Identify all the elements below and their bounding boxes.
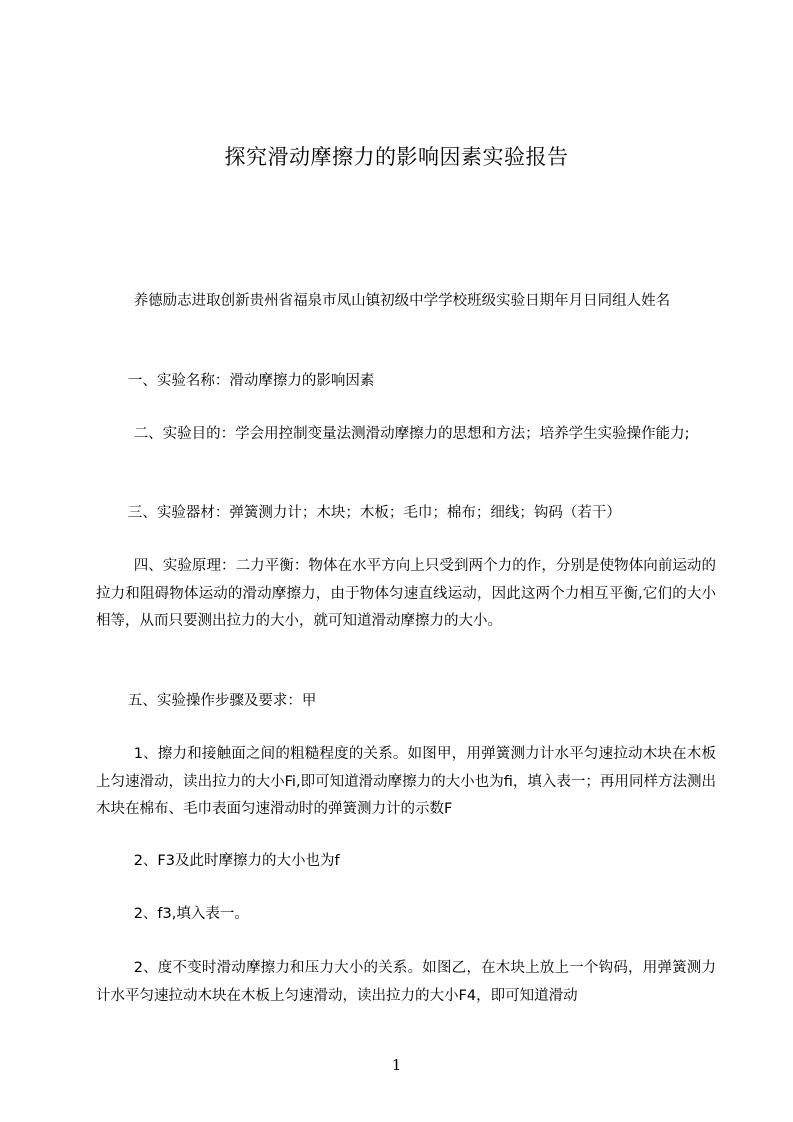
step-2-note-paragraph: 2、F3及此时摩擦力的大小也为f xyxy=(133,853,340,869)
header-info-paragraph: 养德励志进取创新贵州省福泉市凤山镇初级中学学校班级实验日期年月日同组人姓名 xyxy=(133,293,671,309)
step-1-paragraph: 1、擦力和接触面之间的粗糙程度的关系。如图甲，用弹簧测力计水平匀速拉动木块在木板上匀速滑动，读出拉力的大小Fi,即可知道滑动摩擦力的大小也为fi，填入表一；再用同样方法测出木块在棉布、毛巾表面匀速滑动时的弹簧测力计的示数F xyxy=(96,746,716,817)
page-number: 1 xyxy=(391,1056,402,1074)
experiment-principle-paragraph: 四、实验原理：二力平衡：物体在水平方向上只受到两个力的作，分别是使物体向前运动的拉力和阻碍物体运动的滑动摩擦力，由于物体匀速直线运动，因此这两个力相互平衡,它们的大小相等，从而只要测出拉力的大小，就可知道滑动摩擦力的大小。 xyxy=(96,558,716,629)
step-2-pressure-paragraph: 2、度不变时滑动摩擦力和压力大小的关系。如图乙，在木块上放上一个钩码，用弹簧测力计水平匀速拉动木块在木板上匀速滑动，读出拉力的大小F4，即可知道滑动 xyxy=(96,960,716,1004)
experiment-name-paragraph: 一、实验名称：滑动摩擦力的影响因素 xyxy=(127,373,375,389)
document-title: 探究滑动摩擦力的影响因素实验报告 xyxy=(224,145,569,169)
experiment-purpose-paragraph: 二、实验目的：学会用控制变量法测滑动摩擦力的思想和方法；培养学生实验操作能力; xyxy=(133,426,690,442)
experiment-equipment-paragraph: 三、实验器材：弹簧测力计；木块；木板；毛巾；棉布；细线；钩码（若干） xyxy=(127,505,621,521)
experiment-steps-heading: 五、实验操作步骤及要求：甲 xyxy=(127,693,317,709)
step-2-fill-paragraph: 2、f3,填入表一。 xyxy=(133,906,249,922)
